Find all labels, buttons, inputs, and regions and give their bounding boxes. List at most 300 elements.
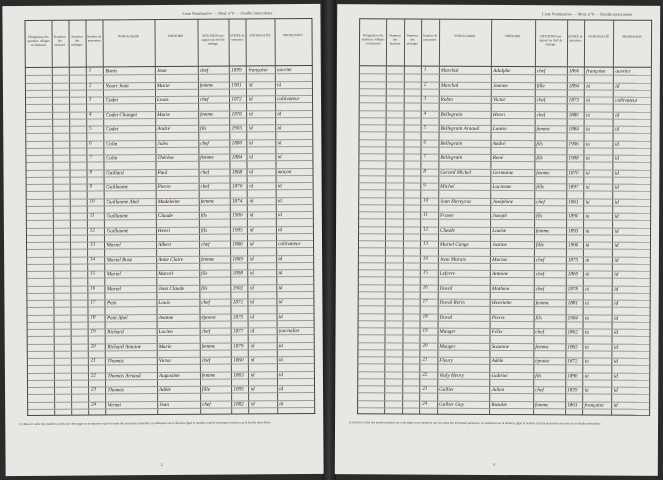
entry-nat: id [248,139,253,146]
entry-nat: id [585,285,590,292]
entry-prof: id [279,386,284,393]
entry-situation: fille [536,184,545,191]
row-number: 4 [89,111,92,118]
entry-nom: Petit [106,300,117,307]
entry-annee: 1866 [568,68,580,75]
header-cell: SITUATION par rapport au chef de ménage [535,20,568,66]
entry-situation: fils [201,285,208,292]
entry-nom: Michel [440,183,455,190]
entry-prof: id [615,83,620,90]
row-number: 7 [89,155,92,161]
entry-annee: 1878 [567,285,579,292]
header-cell: NATIONALITÉ [584,20,614,66]
header-cell: Numéros des maisons [51,21,69,67]
entry-prenom: Antoine [492,270,509,278]
entry-prof: id [613,344,618,351]
entry-prof: id [278,284,283,291]
entry-prenom: Louise [492,125,507,133]
entry-prof: cultivateur [615,97,638,104]
entry-situation: fils [200,212,208,219]
entry-prof: id [614,184,619,191]
entry-nom: Martel Rose [106,256,133,263]
entry-situation: femme [535,401,549,408]
entry-nom: Guillaume [106,213,129,220]
row-number: 12 [423,227,429,233]
entry-prenom: Adèle [491,357,504,365]
entry-situation: chef [200,241,210,248]
entry-annee: 1873 [568,97,580,104]
entry-nom: Thomas [107,358,124,365]
row-number: 1 [423,67,427,73]
entry-prenom: Victor [158,357,172,365]
entry-situation: chef [536,198,545,205]
entry-annee: 1908 [568,155,579,162]
entry-prof: id [277,154,282,161]
entry-prenom: Marie [158,343,172,350]
entry-annee: 1899 [231,67,242,74]
page-title: Liste Nominative — Mod. n°9 — Feuille intercalaire [182,10,273,16]
entry-situation: femme [200,198,215,205]
row-number: 8 [89,169,92,176]
entry-nom: Bellegrain [440,140,463,147]
header-cell: Désignation des quartiers, villages ou hameaux [360,19,387,65]
entry-nat: id [585,126,591,133]
entry-annee: 1876 [231,110,242,118]
entry-prenom: André [157,125,170,133]
entry-nat: id [585,155,590,162]
header-cell: PROFESSION [283,33,303,38]
entry-annee: 1862 [567,329,578,336]
row-number: 19 [90,329,96,335]
entry-annee: 1869 [232,255,243,263]
entry-annee: 1875 [232,313,244,321]
entry-situation: chef [535,329,545,336]
entry-prenom: Louis [158,299,170,307]
entry-prenom: René [492,154,504,162]
entry-prof: id [279,371,284,378]
entry-situation: chef [200,183,210,190]
entry-prof: id [278,226,283,233]
entry-prof: id [279,400,284,407]
entry-nom: Gallier [439,386,455,393]
header-cell: ANNÉE de naissance [567,20,586,66]
entry-situation: fille [536,82,545,89]
header-cell: Désignation des quartiers, villages ou hameaux [25,21,52,67]
entry-prof: id [277,212,282,219]
entry-prenom: Jean [159,401,169,408]
entry-nom: Martel [106,285,121,292]
entry-nom: Jean Haveyrus [440,198,472,205]
entry-nom: Bellegrain [440,111,463,118]
entry-prof: id [614,213,619,220]
row-number: 20 [422,343,428,349]
entry-situation: chef [200,140,209,147]
row-number: 22 [422,372,428,378]
row-number: 6 [423,140,427,146]
right-page [335,4,660,476]
entry-nat: id [584,387,589,394]
entry-annee: 1875 [567,256,579,263]
entry-nat: id [248,110,253,117]
entry-annee: 1901 [231,81,242,89]
entry-nom: Martel [106,242,121,249]
entry-nom: Colin [105,155,118,162]
entry-annee: 1900 [232,212,243,219]
row-number: 21 [422,357,428,363]
entry-prenom: Mathieu [491,285,510,292]
entry-prof: id [614,300,619,307]
entry-prenom: Justine [492,241,507,249]
entry-prenom: Anne Claire [158,256,184,263]
entry-nat: id [585,184,590,191]
entry-nom: Fleury [439,357,454,364]
entry-prof: ouvrier [276,67,293,74]
entry-situation: chef [201,299,210,306]
entry-nom: Richard [107,329,124,336]
header-cell: PRÉNOMS [154,20,198,66]
entry-prof: id [614,286,619,293]
entry-situation: fils [536,213,543,220]
entry-situation: fils [536,155,543,162]
entry-nat: id [584,329,589,336]
row-number: 2 [423,82,427,88]
row-number: 12 [89,227,95,234]
entry-situation: femme [535,343,549,350]
entry-prof: id [613,329,619,336]
entry-nat: id [585,242,590,249]
table-header [24,18,312,68]
entry-prenom: Marie [156,82,170,89]
entry-prof: id [614,257,619,264]
entry-nat: id [248,125,253,132]
entry-prenom: Louis [156,96,169,104]
entry-annee: 1893 [567,227,579,234]
header-cell: Nombre de personnes [421,20,440,66]
entry-prenom: Félix [491,328,503,336]
entry-prof: id [614,141,620,148]
entry-prof: id [614,170,619,177]
entry-annee: 1898 [232,270,243,277]
entry-prof: id [615,112,620,119]
entry-situation: épouse [535,358,550,365]
table-header [359,18,652,68]
row-number: 9 [423,183,426,189]
entry-nom: Cadet Changet [105,111,137,118]
entry-situation: femme [536,169,550,176]
entry-situation: chef [535,387,544,394]
row-number: 16 [90,285,96,292]
entry-annee: 1872 [567,358,578,365]
entry-nat: id [585,213,590,220]
row-number: 22 [90,372,96,379]
entry-prenom: Henri [157,227,171,234]
entry-annee: 1860 [233,357,244,364]
row-number: 16 [422,285,428,291]
entry-prof: cultivateur [277,96,300,103]
page-title: Liste Nominative — Mod. n°9 — Feuille intercalaire [542,11,633,17]
entry-situation: fils [200,125,207,132]
entry-nom: Gallier Guy [439,401,464,408]
entry-prenom: Thérèse [157,154,174,162]
entry-annee: 1872 [231,96,242,103]
entry-nat: id [249,183,254,190]
entry-nat: id [250,328,255,335]
entry-prof: id [613,373,618,380]
entry-nom: Robin [440,96,454,103]
entry-nat: id [249,241,254,248]
row-number: 14 [422,256,428,262]
entry-prof: id [278,270,283,277]
entry-annee: 1904 [567,314,578,321]
entry-nom: Gaillard [106,169,124,176]
entry-prof: id [614,315,619,322]
entry-prenom: Pierre [157,183,171,191]
entry-annee: 1871 [232,299,244,306]
entry-nat: id [584,372,589,379]
entry-situation: fille [535,242,544,249]
entry-nom: Duval Rerin [439,299,466,306]
entry-prof: id [613,402,618,409]
row-number: 24 [91,401,97,408]
entry-nat: id [249,168,254,175]
entry-situation: chef [536,68,546,75]
entry-prenom: Claude [157,212,173,220]
entry-nat: id [585,198,590,205]
entry-situation: femme [200,256,215,263]
entry-prof: id [277,197,282,204]
entry-prenom: Pierre [491,314,505,321]
entry-prof: id [278,255,283,262]
entry-annee: 1884 [231,154,243,161]
row-number: 2 [88,82,92,89]
entry-nom: Vernet [107,401,121,408]
row-number: 21 [90,358,96,364]
entry-prenom: Germaine [492,169,514,176]
entry-situation: femme [199,82,214,89]
entry-situation: fils [536,140,543,147]
row-number: 7 [423,154,426,160]
entry-nat: id [250,386,255,393]
row-number: 6 [89,140,92,147]
entry-nom: Colin [105,140,118,147]
entry-situation: épouse [201,314,216,321]
entry-nat: id [585,169,590,176]
row-number: 9 [89,184,93,190]
row-number: 24 [422,401,428,407]
entry-nat: id [249,284,254,291]
entry-nom: Guillaume [106,227,129,234]
entry-prof: cultivateur [278,241,301,248]
header-cell: Numéros des ménages [404,20,423,66]
header-cell: Nombre de personnes [86,20,104,66]
entry-nom: Thomas [107,387,125,394]
entry-nat: id [584,343,589,350]
row-number: 10 [89,198,95,205]
entry-nat: id [250,371,255,378]
entry-situation: fils [535,372,542,379]
row-number: 13 [89,242,95,248]
row-number: 5 [423,125,427,131]
entry-prenom: Madeleine [157,198,180,205]
entry-nat: id [584,358,589,365]
row-number: 10 [423,198,429,204]
entry-annee: 1900 [567,242,579,249]
entry-nat: id [586,82,591,89]
entry-nat: id [249,299,255,306]
entry-situation: fils [201,270,208,277]
entry-prof: id [278,299,283,306]
entry-nom: Lefevre [439,270,456,277]
entry-nom: Duval [439,314,453,321]
entry-prenom: Rosalie [491,401,507,408]
entry-annee: 1884 [568,126,579,133]
entry-nat: française [584,401,604,409]
entry-annee: 1896 [567,372,578,379]
entry-prof: id [613,387,618,394]
entry-annee: 1874 [232,197,243,205]
left-page [2,4,323,476]
entry-situation: chef [202,401,211,408]
row-number: 15 [90,271,96,277]
entry-prof: id [614,271,619,278]
entry-prenom: Albert [157,241,172,249]
entry-annee: 1877 [232,328,244,335]
entry-annee: 1881 [567,300,578,307]
entry-nom: Claude [439,227,455,234]
row-number: 1 [88,68,92,74]
entry-nom: Martel [106,271,121,278]
entry-situation: chef [201,328,211,335]
entry-nat: id [248,81,253,88]
row-number: 23 [90,387,96,393]
entry-annee: 1895 [233,386,244,393]
entry-nom: Gerard Michel [440,169,472,176]
entry-prof: maçon [277,168,292,175]
entry-situation: chef [535,285,545,292]
entry-prof: id [614,228,619,235]
entry-prof: id [613,358,618,365]
entry-situation: femme [535,300,550,307]
row-number: 4 [423,111,427,117]
entry-nom: Bonis [105,68,118,75]
entry-nom: Richard Antoine [107,343,142,350]
entry-nat: id [586,111,591,118]
entry-prof: id [614,199,619,206]
entry-annee: 1863 [233,371,244,379]
row-number: 17 [422,299,428,305]
page-number: 3 [492,461,495,467]
entry-nom: Marchal [440,82,459,89]
entry-nom: Nourt Jean [105,82,129,89]
entry-nat: id [249,212,254,219]
entry-situation: fille [201,386,211,393]
row-number: 23 [422,386,428,392]
entry-nat: française [248,67,268,74]
entry-prof: id [276,81,282,88]
entry-annee: 1861 [568,198,579,205]
entry-prenom: Marie [157,111,170,118]
entry-annee: 1880 [231,139,243,147]
entry-nom: Mauger [439,328,456,335]
entry-nom: Bellegrain Arnaud [440,125,480,132]
entry-nat: id [250,400,255,407]
entry-prenom: Joséphine [492,198,514,205]
footnote: (1) Dans le cadre des numéros portés sur cette page on ne reportera que les noms des personnes présentes; on indiquera sur la dernière ligne le nombre total de personnes inscrites sur la feuille intercalaire. [349,420,602,426]
entry-prof: journalier [278,328,300,335]
entry-situation: chef [200,169,210,176]
entry-nat: id [248,96,253,103]
entry-prof: id [614,242,619,249]
entry-annee: 1894 [568,82,580,89]
entry-situation: chef [535,271,545,278]
entry-situation: chef [201,357,211,364]
entry-prenom: Augustine [158,372,180,379]
entry-nom: Marchal [440,67,459,74]
entry-situation: femme [201,372,216,379]
entry-situation: femme [200,154,214,161]
entry-nat: id [248,154,253,161]
entry-situation: femme [199,111,214,118]
entry-prenom: Jeanne [158,314,174,321]
entry-nat: id [249,197,254,204]
entry-situation: chef [536,97,546,104]
entry-annee: 1906 [568,140,579,147]
entry-situation: fils [200,227,208,234]
entry-annee: 1902 [232,284,244,292]
entry-nom: Fraser [440,212,455,219]
entry-situation: chef [536,111,546,118]
entry-annee: 1868 [231,168,243,176]
entry-nat: id [250,313,255,320]
register-grid [25,66,315,416]
entry-annee: 1897 [568,184,579,191]
entry-nom: Thomas Arnaud [107,372,141,379]
entry-nom: Jean Marais [439,256,466,263]
entry-annee: 1869 [567,271,579,278]
entry-nom: Cadet [105,97,118,104]
entry-prenom: Marius [492,256,508,263]
entry-situation: fils [535,314,542,321]
entry-nom: Vialy Henry [439,372,465,379]
entry-prenom: André [492,140,506,147]
entry-prenom: Louise [492,227,507,234]
row-number: 13 [422,241,429,247]
entry-nat: française [586,68,606,75]
entry-annee: 1890 [568,213,579,220]
entry-annee: 1870 [231,183,243,190]
header-cell: Numéros des ménages [68,21,86,67]
row-number: 18 [90,314,96,321]
row-number: 5 [89,126,92,132]
entry-prenom: Henri [492,111,506,118]
row-number: 11 [89,213,95,219]
entry-situation: femme [201,343,216,350]
entry-prenom: Lucienne [492,183,512,191]
entry-nat: id [250,342,255,349]
entry-nat: id [250,357,255,364]
entry-annee: 1879 [233,342,244,350]
entry-prof: id [277,183,282,190]
entry-situation: femme [535,227,550,234]
row-number: 18 [422,314,428,320]
entry-prenom: Jean [156,67,167,75]
entry-prenom: Jean Claude [158,285,185,292]
entry-annee: 1866 [232,241,243,248]
header-cell: SITUATION par rapport au chef de ménage [197,20,230,66]
header-cell: ANNÉE de naissance [229,19,247,65]
entry-prenom: Paul [157,169,168,176]
entry-situation: chef [199,67,209,74]
